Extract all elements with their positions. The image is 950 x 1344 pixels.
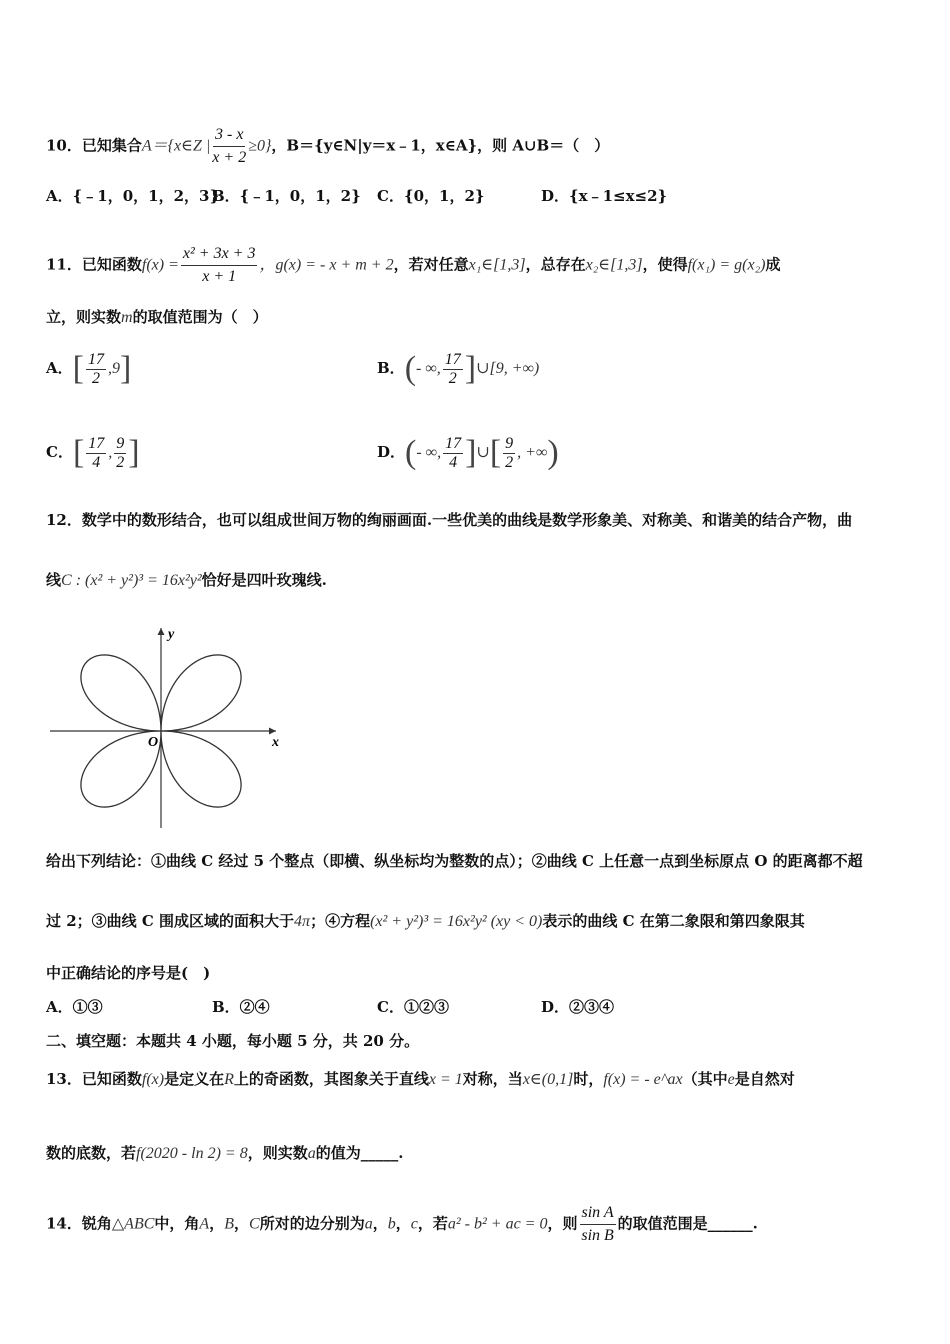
q10-set-a: A＝{x∈Z | — [141, 137, 211, 155]
q11-f-def: f(x) = — [141, 256, 179, 274]
q11-stem: 11．已知函数f(x) = $\frac{\text{x² + 3x + 3}}{x + 1}$ ，g(x) = - x + m + 2，若对任意x₁∈[1,3]，总存在x₂∈[1,3]，使得f(x₁) = g(x₂)成 — [46, 243, 910, 288]
q12-equation: (x² + y²)³ = 16x²y² (xy < 0) — [370, 913, 543, 930]
q12-line5: 中正确结论的序号是( ) — [46, 964, 211, 982]
q12-option-a[interactable]: A．①③ — [46, 998, 103, 1016]
q11-option-b[interactable]: B．(- ∞, $\frac{17}{2}$ ]∪[9, +∞) — [377, 350, 540, 387]
q10-stem — [46, 124, 910, 169]
graph-x-label: x — [272, 735, 279, 750]
section-heading: 二、填空题：本题共 4 小题，每小题 5 分，共 20 分。 — [46, 1032, 420, 1050]
q14-line: 14．锐角△ABC中，角A，B，C所对的边分别为a，b，c，若a² - b² + ac = 0，则 $\frac{\text{sin A}}{\text{sin B}}$ 的取值范围是______. — [46, 1202, 910, 1247]
q12-option-d[interactable]: D．②③④ — [541, 998, 615, 1016]
q11-fraction: $\frac{\text{x² + 3x + 3}}{x + 1}$ — [182, 245, 256, 285]
graph-y-label: y — [168, 627, 175, 642]
q12-line2: 线C : (x² + y²)³ = 16x²y²恰好是四叶玫瑰线. — [46, 571, 327, 589]
q10-frac-tail: ≥0} — [248, 137, 272, 155]
q10-fraction: $\frac{3 - x}{x + 2}$ — [212, 126, 247, 166]
graph-origin-label: O — [148, 735, 159, 750]
q10-option-b[interactable]: B．{﹣1，0，1，2} — [212, 187, 361, 205]
q12-line1: 12．数学中的数形结合，也可以组成世间万物的绚丽画面.一些优美的曲线是数学形象美、对称美、和谐美的结合产物，曲 — [46, 511, 853, 529]
q10-option-c[interactable]: C．{0，1，2} — [377, 187, 485, 205]
q12-line4: 过 2；③曲线 C 围成区域的面积大于4π；④方程(x² + y²)³ = 16x²y² (xy < 0)表示的曲线 C 在第二象限和第四象限其 — [46, 912, 805, 930]
q10-number: 10．已知集合 — [46, 136, 142, 155]
q13-line1: 13．已知函数f(x)是定义在R上的奇函数，其图象关于直线x = 1对称，当x∈(0,1]时，f(x) = - e^ax（其中e是自然对 — [46, 1070, 795, 1088]
q12-option-b[interactable]: B．②④ — [212, 998, 270, 1016]
q13-line2: 数的底数，若f(2020 - ln 2) = 8，则实数a的值为_____. — [46, 1144, 404, 1162]
q11-option-a[interactable]: A．[ $\frac{17}{2}$ ,9] — [46, 350, 132, 387]
q14-fraction: $\frac{\text{sin A}}{\text{sin B}}$ — [581, 1204, 614, 1244]
q11-g-def: ，g(x) = - x + m + 2 — [259, 256, 394, 274]
q12-curve-equation: C : (x² + y²)³ = 16x²y² — [61, 572, 202, 589]
q10-rest: ，B＝{y∈N|y＝x﹣1，x∈A}，则 A∪B＝（ ） — [271, 136, 610, 155]
four-leaf-rose-graph — [44, 622, 294, 832]
q10-option-a[interactable]: A．{﹣1，0，1，2，3} — [46, 187, 220, 205]
q11-stem-line2: 立，则实数m的取值范围为（ ） — [46, 308, 268, 326]
q12-line3: 给出下列结论：①曲线 C 经过 5 个整点（即横、纵坐标均为整数的点）；②曲线 C 上任意一点到坐标原点 O 的距离都不超 — [46, 852, 863, 870]
q11-option-d[interactable]: D．(- ∞, $\frac{17}{4}$ ]∪[ $\frac{9}{2}$ , +∞) — [377, 434, 559, 471]
q11-option-c[interactable]: C．[ $\frac{17}{4}$ , $\frac{9}{2}$ ] — [46, 434, 140, 471]
q12-option-c[interactable]: C．①②③ — [377, 998, 449, 1016]
q10-option-d[interactable]: D．{x﹣1≤x≤2} — [541, 187, 668, 205]
